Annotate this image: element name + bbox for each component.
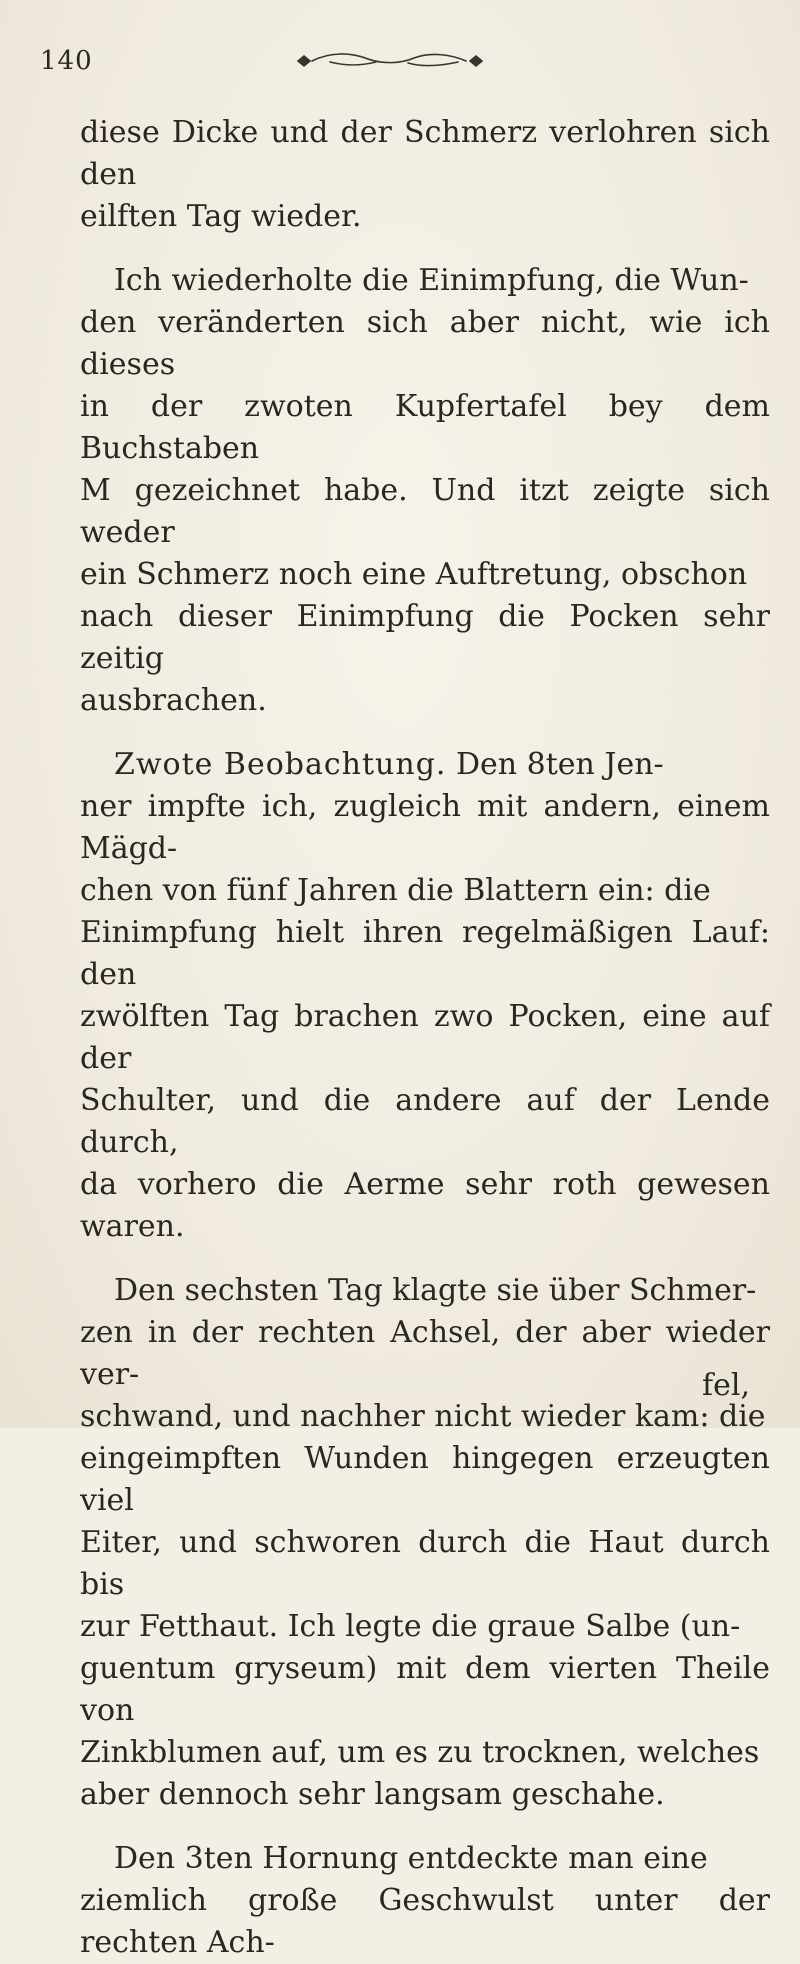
- text-line: ziemlich große Geschwulst unter der rechten Ach-: [80, 1883, 770, 1960]
- text-line: zwölften Tag brachen zwo Pocken, eine auf der: [80, 999, 770, 1076]
- text-line: Ich wiederholte die Einimpfung, die Wun-: [114, 263, 749, 298]
- text-line: chen von fünf Jahren die Blattern ein: die: [80, 873, 711, 908]
- text-line: den veränderten sich aber nicht, wie ich dieses: [80, 305, 770, 382]
- paragraph-2: [80, 260, 770, 722]
- text-line: zen in der rechten Achsel, der aber wieder ver-: [80, 1315, 770, 1392]
- text-line: Einimpfung hielt ihren regelmäßigen Lauf: den: [80, 915, 770, 992]
- text-line: nach dieser Einimpfung die Pocken sehr zeitig: [80, 599, 770, 676]
- text-line: Eiter, und schworen durch die Haut durch bis: [80, 1525, 770, 1602]
- text-line: zur Fetthaut. Ich legte die graue Salbe (un-: [80, 1609, 741, 1644]
- text-line: M gezeichnet habe. Und itzt zeigte sich weder: [80, 473, 770, 550]
- text-line: aber dennoch sehr langsam geschahe.: [80, 1777, 665, 1812]
- text-line: in der zwoten Kupfertafel bey dem Buchstaben: [80, 389, 770, 466]
- paragraph-5: [80, 1838, 770, 1964]
- decorative-ornament-icon: [290, 50, 490, 72]
- text-line: eilften Tag wieder.: [80, 199, 362, 234]
- page-number: 140: [40, 46, 93, 76]
- text-line: guentum gryseum) mit dem vierten Theile von: [80, 1651, 770, 1728]
- text-line: Den 3ten Hornung entdeckte man eine: [114, 1841, 708, 1876]
- paragraph-1: [80, 112, 770, 238]
- text-line: da vorhero die Aerme sehr roth gewesen waren.: [80, 1167, 770, 1244]
- text-line: schwand, und nachher nicht wieder kam: die: [80, 1399, 766, 1434]
- text-line: ner impfte ich, zugleich mit andern, einem Mägd-: [80, 789, 770, 866]
- text-line: diese Dicke und der Schmerz verlohren sich den: [80, 115, 770, 192]
- text-line: Zinkblumen auf, um es zu trocknen, welches: [80, 1735, 760, 1770]
- text-line: Den 8ten Jen-: [456, 747, 664, 782]
- text-line: ein Schmerz noch eine Auftretung, obschon: [80, 557, 748, 592]
- paragraph-3: [80, 744, 770, 1248]
- body-text: [80, 112, 770, 1964]
- text-line: Schulter, und die andere auf der Lende durch,: [80, 1083, 770, 1160]
- text-line: eingeimpften Wunden hingegen erzeugten viel: [80, 1441, 770, 1518]
- catchword: fel,: [702, 1368, 750, 1403]
- text-line: Den sechsten Tag klagte sie über Schmer-: [114, 1273, 757, 1308]
- text-line: ausbrachen.: [80, 683, 267, 718]
- section-heading: Zwote Beobachtung.: [114, 747, 447, 782]
- paragraph-4: [80, 1270, 770, 1816]
